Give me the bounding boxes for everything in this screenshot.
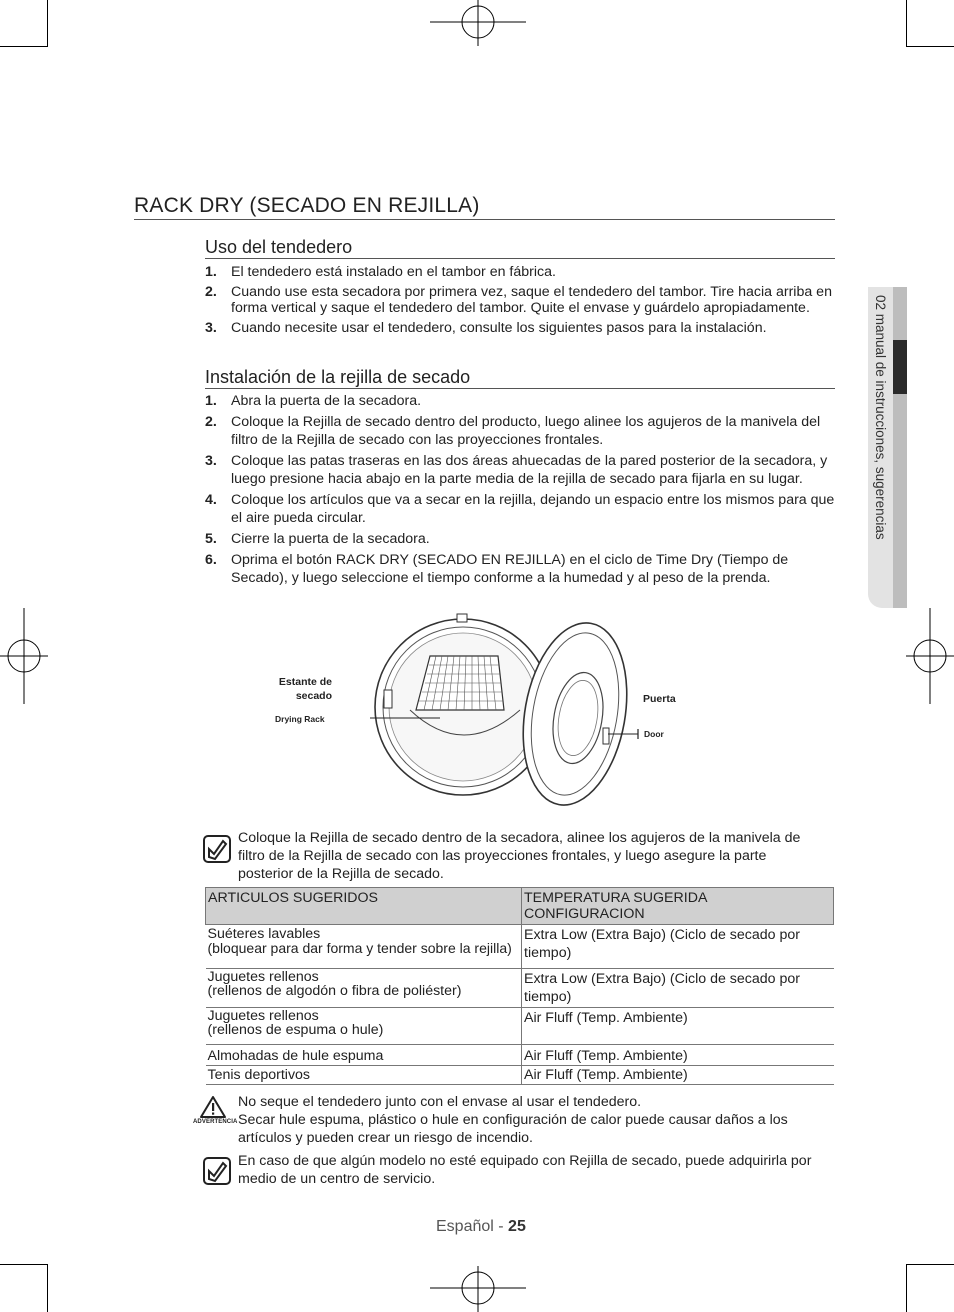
warning-icon-label: ADVERTENCIA <box>193 1119 238 1125</box>
table-row <box>206 1066 834 1085</box>
note-icon <box>203 835 231 863</box>
note-text: En caso de que algún modelo no esté equipado con Rejilla de secado, puede adquirirla por medio de un centro de servicio. <box>238 1153 812 1187</box>
page-number: 25 <box>508 1218 526 1235</box>
crop-mark <box>906 1264 907 1312</box>
steps-list-instalacion <box>205 392 837 590</box>
crop-mark <box>906 46 954 47</box>
crop-mark <box>0 1264 48 1265</box>
diagram-label-rack: Estante de secado <box>278 676 332 702</box>
crop-mark <box>47 0 48 46</box>
table-cell: Extra Low (Extra Bajo) (Ciclo de secado por tiempo) <box>522 969 834 1008</box>
table-cell: Air Fluff (Temp. Ambiente) <box>522 1066 834 1085</box>
diagram-label-rack-en: Drying Rack <box>275 714 325 724</box>
table-cell: Suéteres lavables (bloquear para dar forma y tender sobre la rejilla) <box>206 925 522 969</box>
dryer-diagram <box>370 610 640 810</box>
table-row <box>206 925 834 969</box>
note-text: Coloque la Rejilla de secado dentro de la secadora, alinee los agujeros de la manivela de filtro de la Rejilla de secado con las proyecciones frontales, y luego asegure la parte posterior de la Rejilla de secado. <box>238 830 801 882</box>
list-item: 1. El tendedero está instalado en el tambor en fábrica. <box>205 264 556 280</box>
note-icon <box>203 1157 231 1185</box>
side-tab-text: 02 manual de instrucciones, sugerencias <box>873 295 888 540</box>
crop-mark <box>906 1264 954 1265</box>
table-cell: Air Fluff (Temp. Ambiente) <box>522 1008 834 1045</box>
side-tab-bar <box>893 287 907 608</box>
table-header: TEMPERATURA SUGERIDA CONFIGURACION <box>522 888 834 925</box>
page-footer: Español - 25 <box>436 1218 526 1235</box>
table-cell: Tenis deportivos <box>206 1066 522 1085</box>
registration-mark-bottom <box>430 1266 526 1312</box>
crop-mark <box>906 0 907 46</box>
warning-icon <box>199 1095 227 1119</box>
table-cell: Juguetes rellenos (rellenos de algodón o fibra de poliéster) <box>206 969 522 1008</box>
table-cell: Almohadas de hule espuma <box>206 1045 522 1066</box>
list-item: 4. Coloque los artículos que va a secar en la rejilla, dejando un espacio entre los mismos para que el aire pueda circular. <box>205 492 835 526</box>
warning-text: No seque el tendedero junto con el envase al usar el tendedero. Secar hule espuma, plástico o hule en configuración de calor puede causar daños a los artículos y pueden crear un riesgo de incendio. <box>238 1094 788 1146</box>
section-heading-instalacion: Instalación de la rejilla de secado <box>205 366 835 389</box>
list-item: 3. Cuando necesite usar el tendedero, consulte los siguientes pasos para la instalación. <box>205 320 767 336</box>
table-header-row <box>206 888 834 925</box>
steps-list-uso <box>205 263 837 340</box>
list-item: 2. Cuando use esta secadora por primera vez, saque el tendedero del tambor. Tire hacia arriba en forma vertical y saque el tendedero del tambor. Quite el envase y guárdelo apropiadamente. <box>205 284 832 316</box>
registration-mark-left <box>0 608 48 704</box>
page-title: RACK DRY (SECADO EN REJILLA) <box>134 194 835 220</box>
registration-mark-top <box>430 0 526 46</box>
diagram-label-door: Puerta <box>643 693 676 705</box>
table-cell: Air Fluff (Temp. Ambiente) <box>522 1045 834 1066</box>
crop-mark <box>47 1264 48 1312</box>
list-item: 1. Abra la puerta de la secadora. <box>205 393 422 409</box>
side-tab-marker <box>893 340 907 394</box>
table-header: ARTICULOS SUGERIDOS <box>206 888 522 925</box>
list-item: 6. Oprima el botón RACK DRY (SECADO EN REJILLA) en el ciclo de Time Dry (Tiempo de Secado), y luego seleccione el tiempo conforme a la humedad y al peso de la prenda. <box>205 552 789 586</box>
registration-mark-right <box>906 608 954 704</box>
list-item: 2. Coloque la Rejilla de secado dentro del producto, luego alinee los agujeros de la manivela del filtro de la Rejilla de secado con las proyecciones frontales. <box>205 414 821 448</box>
table-cell: Extra Low (Extra Bajo) (Ciclo de secado por tiempo) <box>522 925 834 969</box>
list-item: 5. Cierre la puerta de la secadora. <box>205 531 430 547</box>
list-item: 3. Coloque las patas traseras en las dos áreas ahuecadas de la pared posterior de la secadora, y luego presione hacia abajo en la parte media de la rejilla de secado para fijarla en su lugar. <box>205 453 828 487</box>
suggested-items-table <box>205 887 834 1085</box>
table-row <box>206 1045 834 1066</box>
table-cell: Juguetes rellenos (rellenos de espuma o hule) <box>206 1008 522 1045</box>
table-row <box>206 1008 834 1045</box>
table-row <box>206 969 834 1008</box>
diagram-label-door-en: Door <box>644 729 664 739</box>
section-heading-uso: Uso del tendedero <box>205 236 835 259</box>
crop-mark <box>0 46 48 47</box>
